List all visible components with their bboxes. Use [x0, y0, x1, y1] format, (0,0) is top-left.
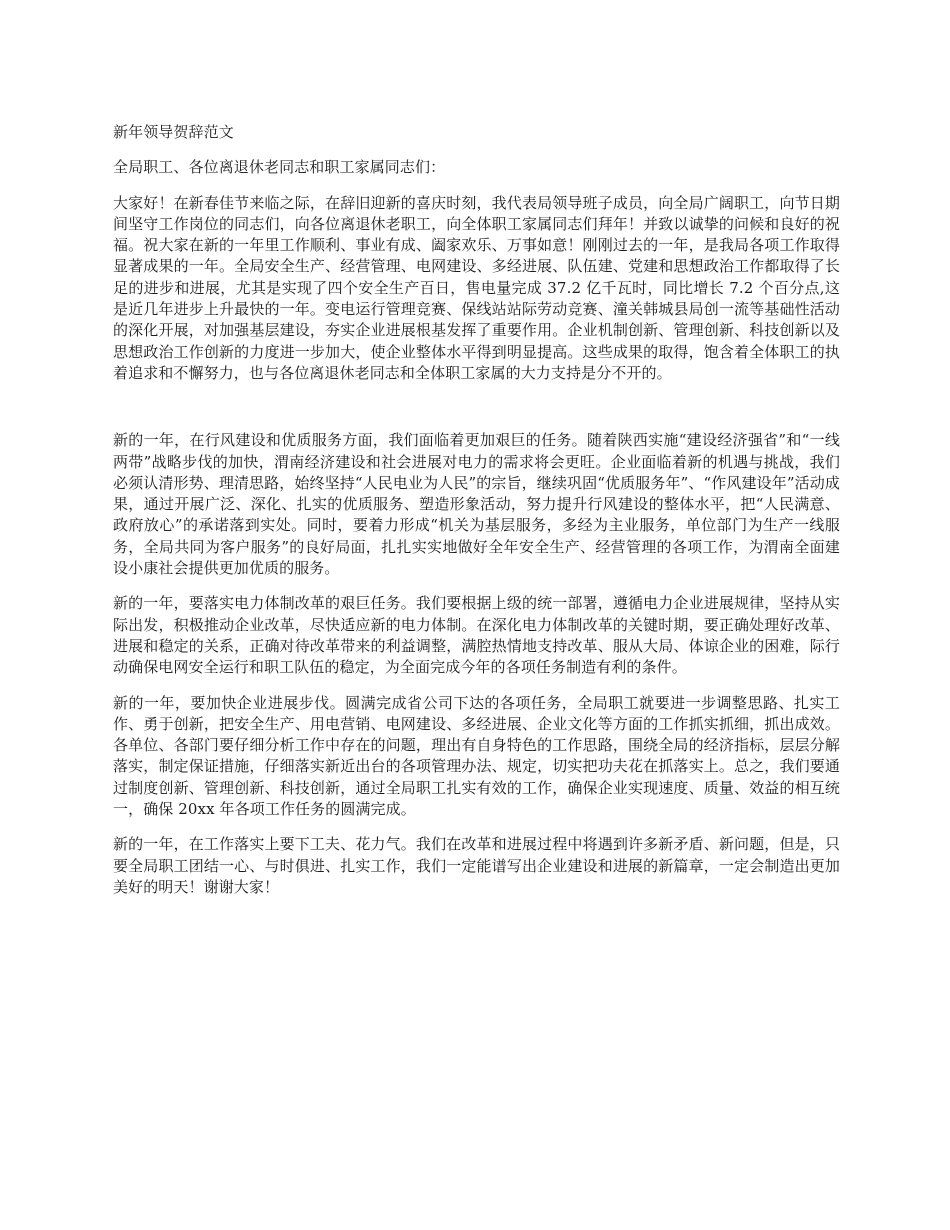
document-body: [113, 122, 840, 912]
salutation: 全局职工、各位离退休老同志和职工家属同志们：: [113, 158, 446, 177]
paragraph-closing: 新的一年，在工作落实上要下工夫、花力气。我们在改革和进展过程中将遇到许多新矛盾、新问题，但是，只要全局职工团结一心、与时俱进、扎实工作，我们一定能谱写出企业建设和进展的新篇章，一定会制造出更加美好的明天！谢谢大家！: [113, 835, 840, 896]
paragraph-development: 新的一年，要加快企业进展步伐。圆满完成省公司下达的各项任务，全局职工就要进一步调整思路、扎实工作、勇于创新，把安全生产、用电营销、电网建设、多经进展、企业文化等方面的工作抓实抓细，抓出成效。各单位、各部门要仔细分析工作中存在的问题，理出有自身特色的工作思路，围绕全局的经济指标，层层分解落实，制定保证措施，仔细落实新近出台的各项管理办法、规定，切实把功夫花在抓落实上。总之，我们要通过制度创新、管理创新、科技创新，通过全局职工扎实有效的工作，确保企业实现速度、质量、效益的相互统一，确保 20xx 年各项工作任务的圆满完成。: [113, 693, 840, 819]
paragraph-greeting: 大家好！在新春佳节来临之际，在辞旧迎新的喜庆时刻，我代表局领导班子成员，向全局广阔职工，向节日期间坚守工作岗位的同志们，向各位离退休老职工，向全体职工家属同志们拜年！并致以诚挚的问候和良好的祝福。祝大家在新的一年里工作顺利、事业有成、阖家欢乐、万事如意！刚刚过去的一年，是我局各项工作取得显著成果的一年。全局安全生产、经营管理、电网建设、多经进展、队伍建、党建和思想政治工作都取得了长足的进步和进展，尤其是实现了四个安全生产百日，售电量完成 37.2 亿千瓦时，同比增长 7.2 个百分点,这是近几年进步上升最快的一年。变电运行管理竞赛、保线站站际劳动竞赛、潼关韩城县局创一流等基础性活动的深化开展，对加强基层建设，夯实企业进展根基发挥了重要作用。企业机制创新、管理创新、科技创新以及思想政治工作创新的力度进一步加大，使企业整体水平得到明显提高。这些成果的取得，饱含着全体职工的执着追求和不懈努力，也与各位离退休老同志和全体职工家属的大力支持是分不开的。: [113, 193, 840, 382]
paragraph-service: 新的一年，在行风建设和优质服务方面，我们面临着更加艰巨的任务。随着陕西实施“建设经济强省”和“一线两带”战略步伐的加快，渭南经济建设和社会进展对电力的需求将会更旺。企业面临着新的机遇与挑战，我们必须认清形势、理清思路，始终坚持“人民电业为人民”的宗旨，继续巩固“优质服务年”、“作风建设年”活动成果，通过开展广泛、深化、扎实的优质服务、塑造形象活动，努力提升行风建设的整体水平，把“人民满意、政府放心”的承诺落到实处。同时，要着力形成“机关为基层服务，多经为主业服务，单位部门为生产一线服务，全局共同为客户服务”的良好局面，扎扎实实地做好全年安全生产、经营管理的各项工作，为渭南全面建设小康社会提供更加优质的服务。: [113, 431, 840, 578]
paragraph-reform: 新的一年，要落实电力体制改革的艰巨任务。我们要根据上级的统一部署，遵循电力企业进展规律，坚持从实际出发，积极推动企业改革，尽快适应新的电力体制。在深化电力体制改革的关键时期，要正确处理好改革、进展和稳定的关系，正确对待改革带来的利益调整，满腔热情地支持改革、服从大局、体谅企业的困难，际行动确保电网安全运行和职工队伍的稳定，为全面完成今年的各项任务制造有利的条件。: [113, 594, 840, 677]
document-title: 新年领导贺辞范文: [113, 123, 234, 141]
